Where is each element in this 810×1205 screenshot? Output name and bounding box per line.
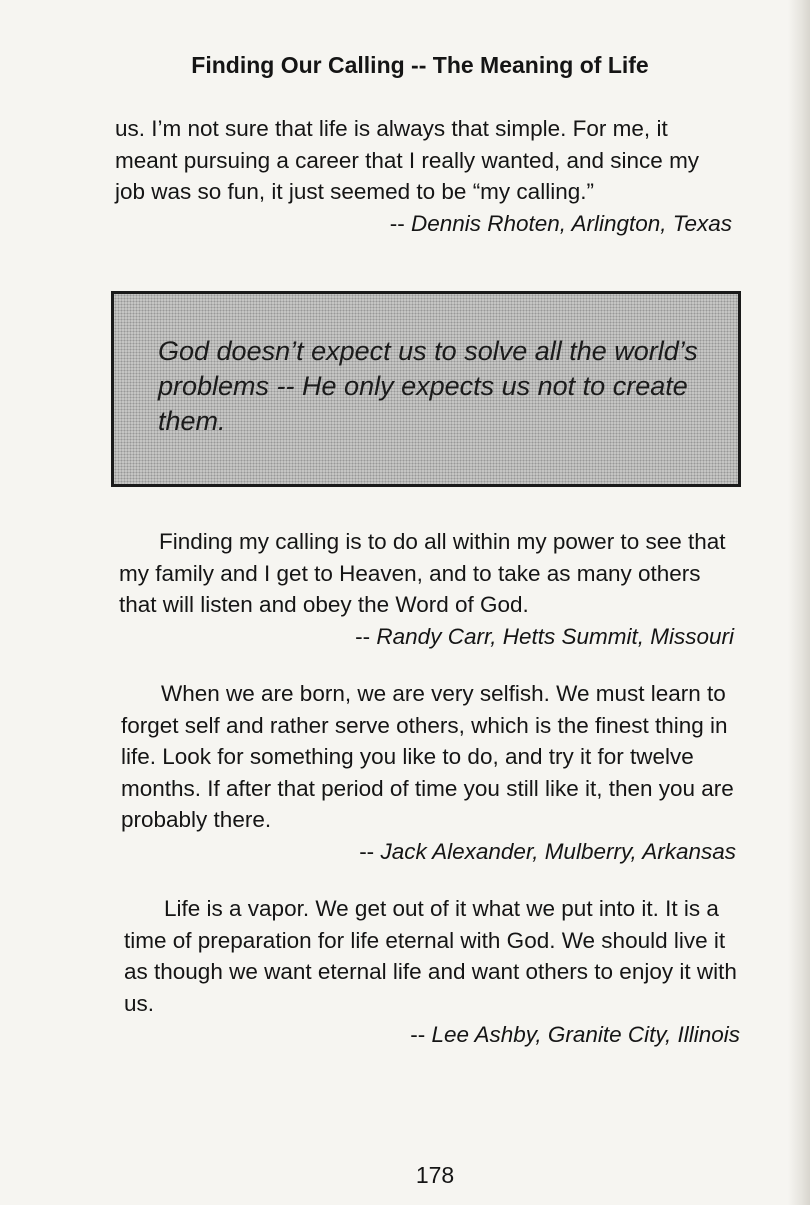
attribution-name: Jack Alexander, Mulberry, Arkansas <box>380 838 736 864</box>
attribution-name: Randy Carr, Hetts Summit, Missouri <box>376 623 734 649</box>
running-header: Finding Our Calling -- The Meaning of Life <box>191 52 649 78</box>
callout-quote: God doesn’t expect us to solve all the world’s problems -- He only expects us not to create them. <box>158 336 698 436</box>
attribution-dash: -- <box>389 210 411 236</box>
entry-lee-ashby <box>124 893 740 1051</box>
entry-attribution <box>124 1019 740 1051</box>
attribution-dash: -- <box>359 838 381 864</box>
entry-attribution <box>121 836 736 868</box>
attribution-name: Lee Ashby, Granite City, Illinois <box>431 1022 740 1047</box>
entry-text: Life is a vapor. We get out of it what we put into it. It is a time of preparation for life eternal with God. We should live it as though we want eternal life and want others to enjoy it with us. <box>124 896 737 1016</box>
entry-randy-carr <box>119 526 734 652</box>
entry-text: When we are born, we are very selfish. We must learn to forget self and rather serve others, which is the finest thing in life. Look for something you like to do, and try it for twelve months. If after that period of time you still like it, then you are probably there. <box>121 681 734 832</box>
entry-dennis-rhoten <box>115 113 732 239</box>
attribution-dash: -- <box>410 1022 432 1047</box>
attribution-dash: -- <box>355 623 377 649</box>
page-edge-shadow <box>788 0 810 1205</box>
page-number: 178 <box>415 1162 455 1188</box>
callout-quote-box <box>111 291 741 487</box>
entry-attribution <box>119 621 734 653</box>
attribution-name: Dennis Rhoten, Arlington, Texas <box>410 210 732 236</box>
entry-jack-alexander <box>121 678 736 867</box>
entry-attribution <box>115 208 732 240</box>
entry-text: us. I’m not sure that life is always that simple. For me, it meant pursuing a career that I really wanted, and since my job was so fun, it just seemed to be “my calling.” <box>115 116 700 204</box>
entry-text: Finding my calling is to do all within my power to see that my family and I get to Heaven, and to take as many others that will listen and obey the Word of God. <box>119 529 726 617</box>
